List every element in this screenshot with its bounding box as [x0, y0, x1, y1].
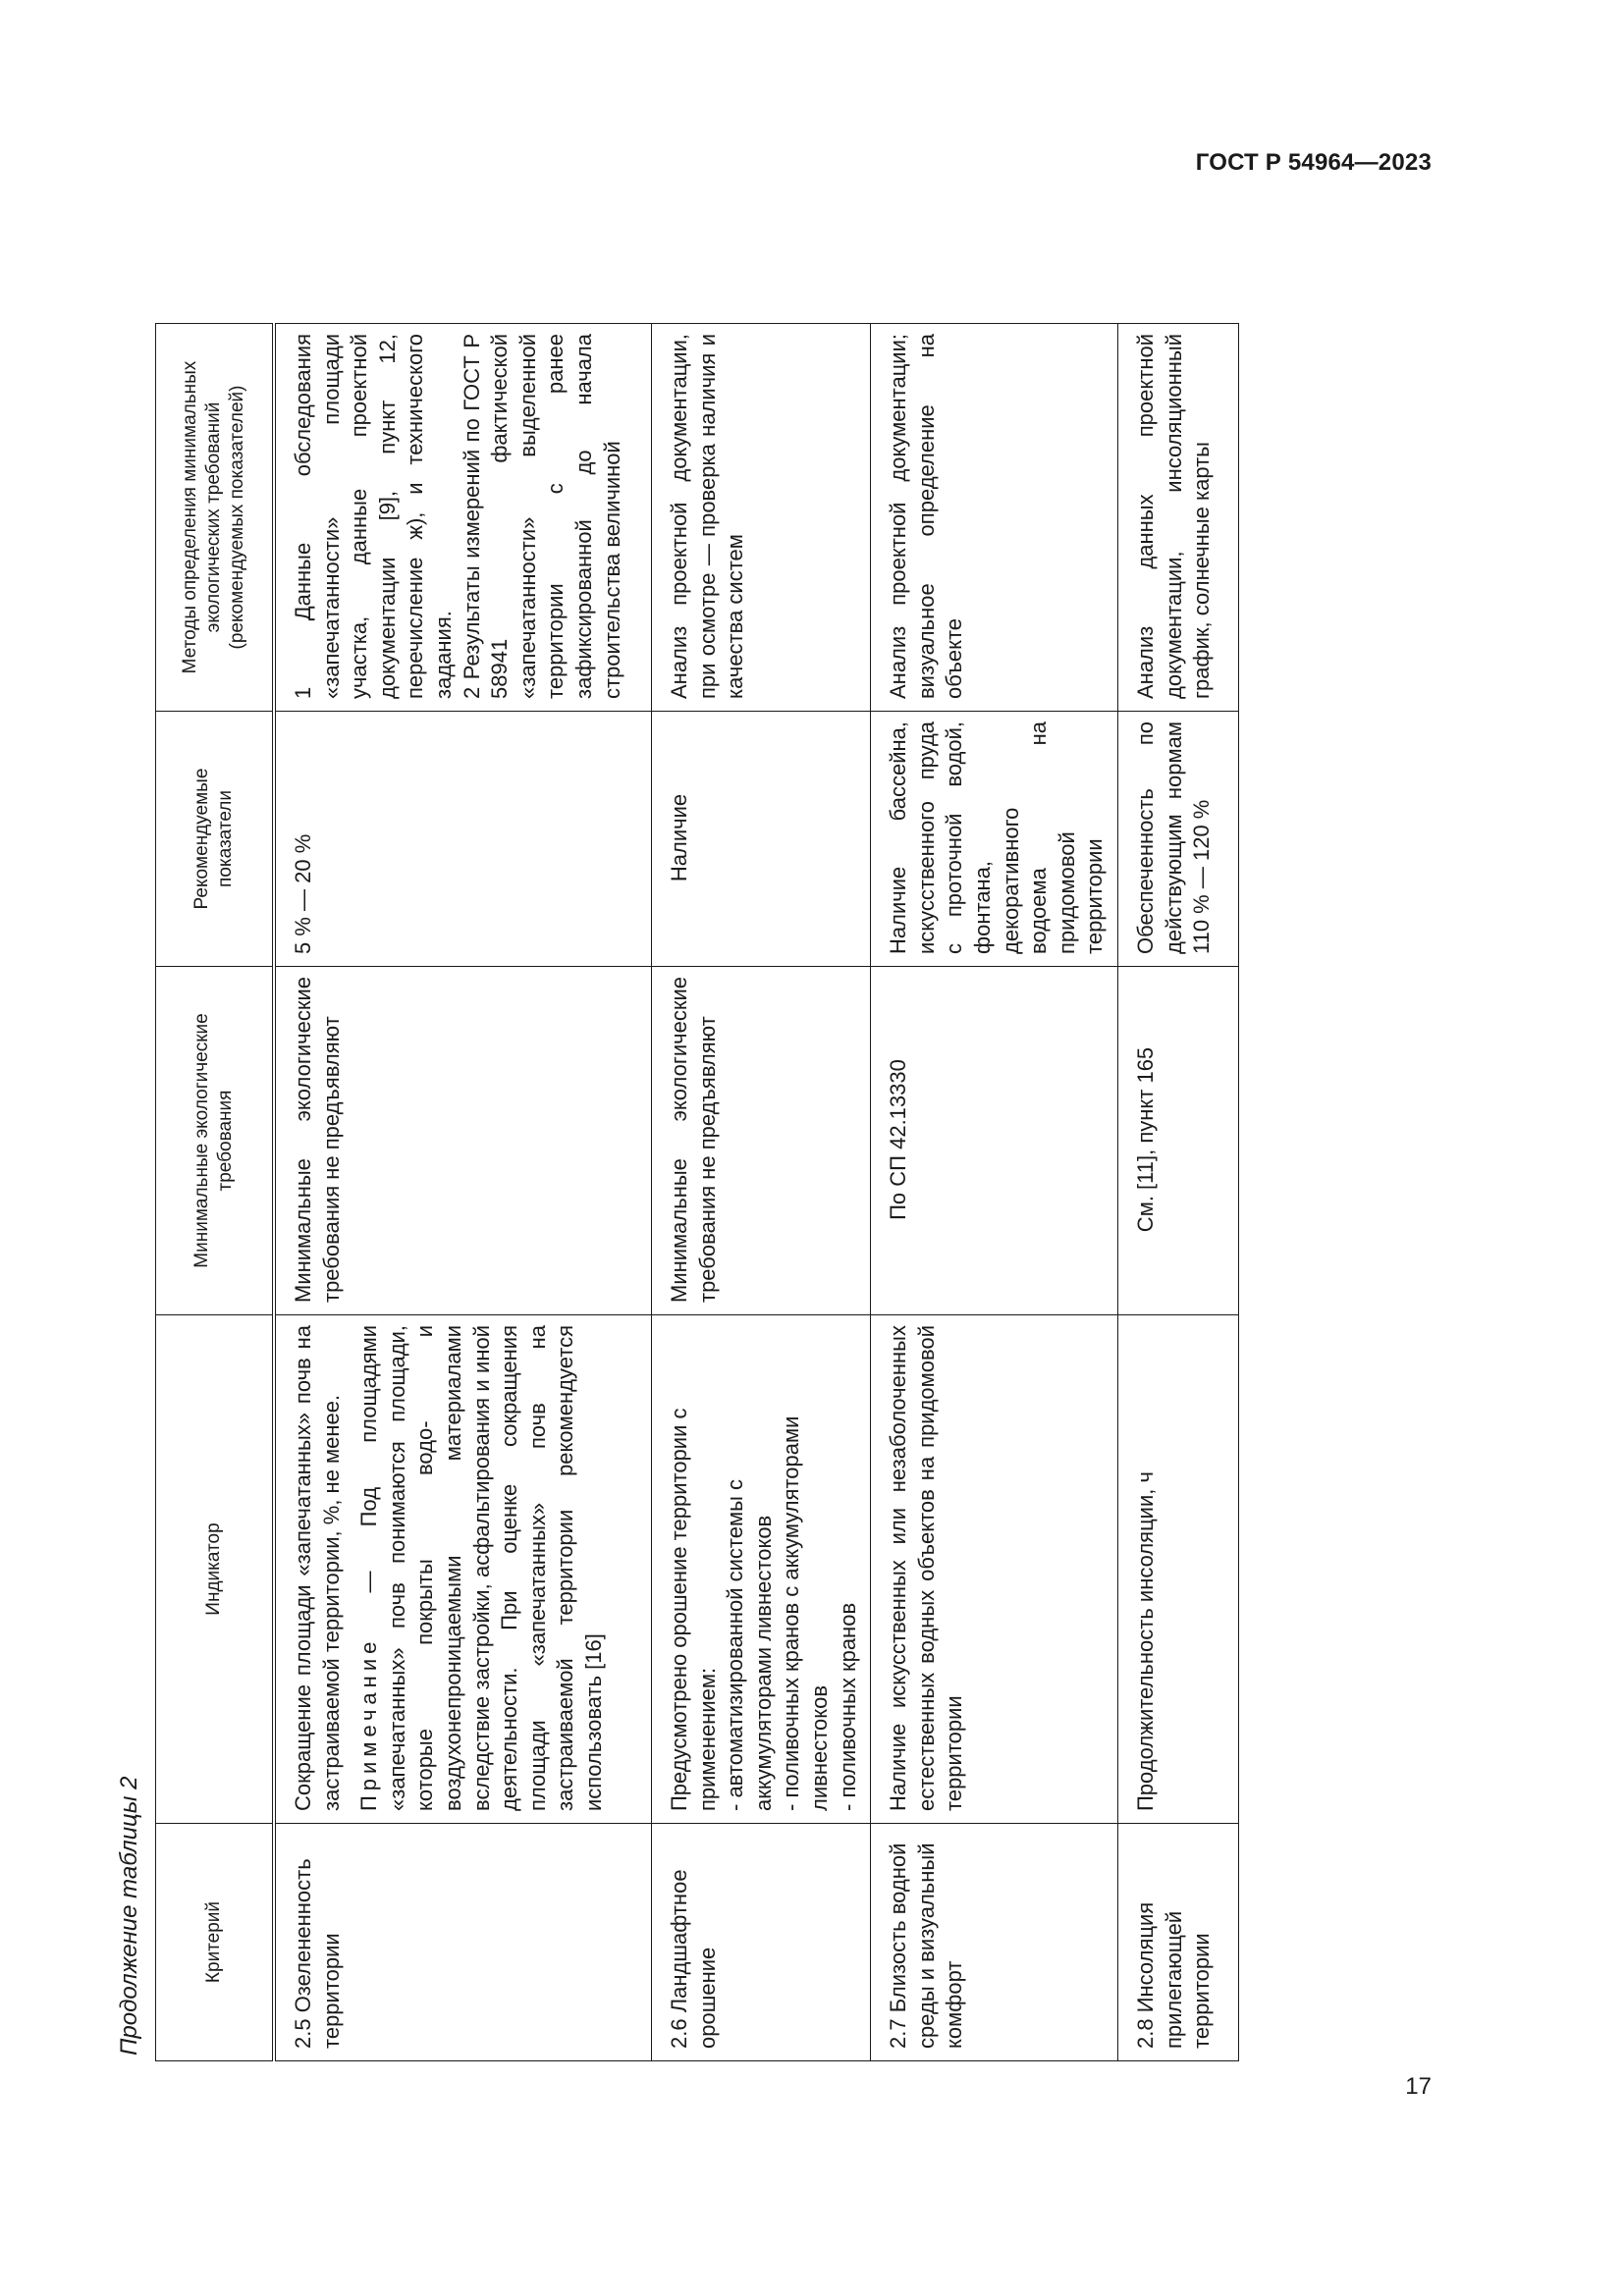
table-header-row	[156, 324, 275, 2061]
recommended-cell: 5 % — 20 %	[274, 712, 652, 967]
note-label: Примечание	[356, 1636, 382, 1811]
table-row	[871, 324, 1118, 2061]
criterion-cell: 2.5 Озелененность территории	[274, 1824, 652, 2061]
recommended-cell: Обеспеченность по действующим нормам 110 % — 120 %	[1117, 712, 1238, 967]
indicator-cell: Наличие искусственных или незаболоченных естественных водных объектов на придомовой территории	[871, 1315, 1118, 1824]
criteria-table	[155, 323, 1239, 2061]
criterion-cell: 2.8 Инсоляция прилегающей территории	[1117, 1824, 1238, 2061]
indicator-list-item: - поливочных кранов с аккумуляторами ливнестоков	[779, 1415, 832, 1811]
table-row	[652, 324, 871, 2061]
criterion-cell: 2.6 Ландшафтное орошение	[652, 1824, 871, 2061]
table-row	[1117, 324, 1238, 2061]
indicator-cell: Продолжительность инсоляции, ч	[1117, 1315, 1238, 1824]
recommended-cell: Наличие	[652, 712, 871, 967]
column-header-indicator: Индикатор	[156, 1315, 275, 1824]
methods-cell: Анализ проектной документации; визуальное определение на объекте	[871, 324, 1118, 712]
column-header-criterion: Критерий	[156, 1824, 275, 2061]
requirement-cell: По СП 42.13330	[871, 967, 1118, 1315]
requirement-cell: Минимальные экологические требования не предъявляют	[274, 967, 652, 1315]
methods-item: 2 Результаты измерений по ГОСТ Р 58941 фактической «запечатанности» выделенной территории с ранее зафиксированной до начала строительства величиной	[459, 334, 624, 699]
recommended-cell: Наличие бассейна, искусственного пруда с проточной водой, фонтана, декоративного водоема на придомовой территории	[871, 712, 1118, 967]
rotated-table-block	[108, 196, 1215, 2061]
methods-cell: Анализ проектной документации, при осмотре — проверка наличия и качества систем	[652, 324, 871, 712]
requirement-cell: Минимальные экологические требования не предъявляют	[652, 967, 871, 1315]
indicator-cell	[652, 1315, 871, 1824]
note-text: — Под площадями «запечатанных» почв понимаются площади, которые покрыты водо- и воздухонепроницаемыми материалами вследствие застройки, асфальтирования и иной деятельности. При оценке сокращения площади «запечатанных» почв на застраиваемой территории рекомендуется использовать [16]	[356, 1325, 606, 1811]
indicator-list-item: - автоматизированной системы с аккумуляторами ливнестоков	[723, 1478, 776, 1811]
indicator-text: Предусмотрено орошение территории с применением:	[667, 1408, 720, 1811]
indicator-cell	[274, 1315, 652, 1824]
methods-item: 1 Данные обследования «запечатанности» площади участка, данные проектной документации [9], пункт 12, перечисление ж), и технического задания.	[291, 334, 456, 699]
indicator-list-item: - поливочных кранов	[835, 1602, 860, 1811]
page-number: 17	[1405, 2073, 1432, 2100]
table-row	[274, 324, 652, 2061]
methods-cell	[274, 324, 652, 712]
table-caption: Продолжение таблицы 2	[116, 1776, 142, 2056]
requirement-cell: См. [11], пункт 165	[1117, 967, 1238, 1315]
methods-cell: Анализ данных проектной документации, инсоляционный график, солнечные карты	[1117, 324, 1238, 712]
indicator-text: Сокращение площади «запечатанных» почв на застраиваемой территории, %, не менее.	[291, 1325, 344, 1811]
standard-code: ГОСТ Р 54964—2023	[1195, 149, 1432, 176]
column-header-requirements: Минимальные экологические требования	[156, 967, 275, 1315]
criterion-cell: 2.7 Близость водной среды и визуальный комфорт	[871, 1824, 1118, 2061]
column-header-methods: Методы определения минимальных экологических требований (рекомендуемых показателей)	[156, 324, 275, 712]
column-header-recommended: Рекомендуемые показатели	[156, 712, 275, 967]
note	[355, 1325, 608, 1811]
